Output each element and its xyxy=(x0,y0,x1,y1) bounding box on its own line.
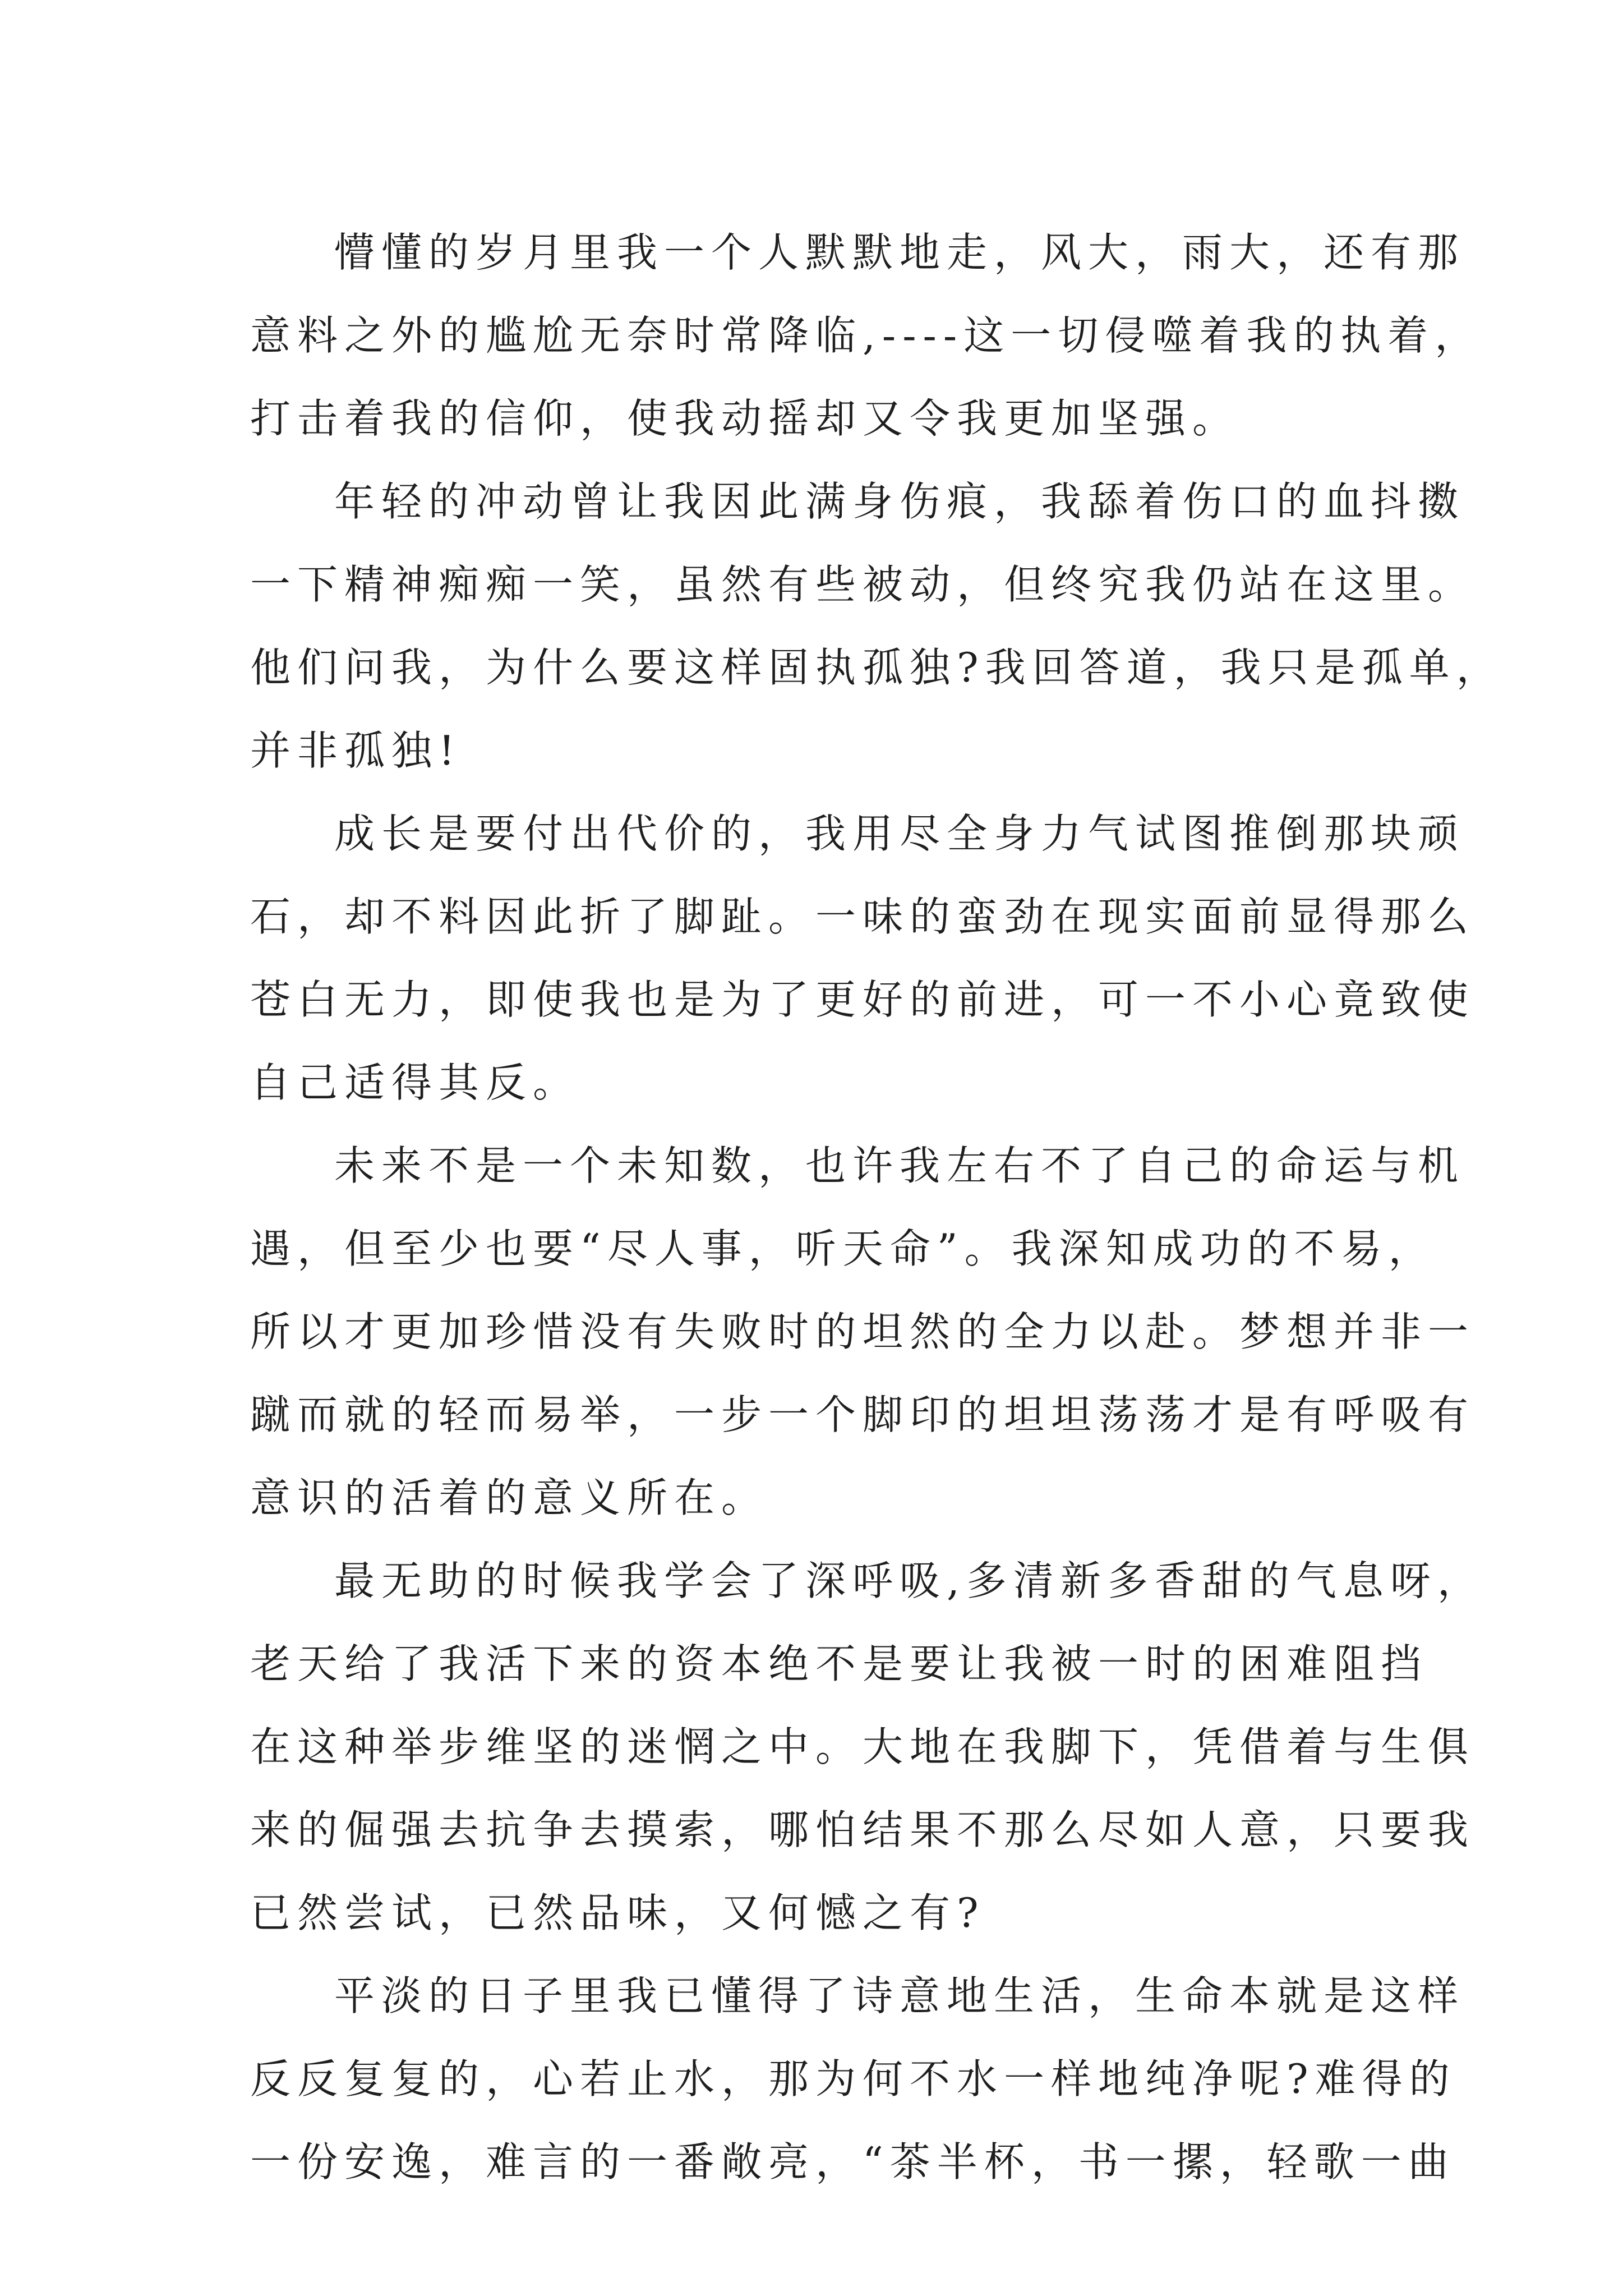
text-line: 一份安逸，难言的一番敞亮，“茶半杯，书一摞，轻歌一曲 xyxy=(250,2138,1455,2185)
text-line: 他们问我，为什么要这样固执孤独?我回答道，我只是孤单， xyxy=(250,644,1504,691)
paragraph-5 xyxy=(250,1539,1484,1954)
text-line: 已然尝试，已然品味，又何憾之有? xyxy=(250,1889,985,1936)
text-line: 蹴而就的轻而易举，一步一个脚印的坦坦荡荡才是有呼吸有 xyxy=(250,1391,1476,1438)
text-line: 遇，但至少也要“尽人事，听天命”。我深知成功的不易， xyxy=(250,1225,1436,1272)
document-body xyxy=(250,211,1504,2203)
paragraph-3 xyxy=(250,792,1476,1124)
text-line: 打击着我的信仰，使我动摇却又令我更加坚强。 xyxy=(250,395,1240,442)
text-line: 意料之外的尴尬无奈时常降临,----这一切侵噬着我的执着， xyxy=(250,312,1482,359)
text-line: 所以才更加珍惜没有失败时的坦然的全力以赴。梦想并非一 xyxy=(250,1308,1476,1355)
paragraph-2 xyxy=(250,460,1504,792)
text-line: 苍白无力，即使我也是为了更好的前进，可一不小心竟致使 xyxy=(250,976,1476,1023)
text-line: 懵懂的岁月里我一个人默默地走，风大，雨大，还有那 xyxy=(334,229,1465,276)
text-line: 在这种举步维坚的迷惘之中。大地在我脚下，凭借着与生俱 xyxy=(250,1723,1476,1770)
text-line: 反反复复的，心若止水，那为何不水一样地纯净呢?难得的 xyxy=(250,2055,1456,2102)
paragraph-6 xyxy=(250,1954,1465,2203)
text-line: 来的倔强去抗争去摸索，哪怕结果不那么尽如人意，只要我 xyxy=(250,1806,1476,1853)
text-line: 并非孤独! xyxy=(250,727,462,774)
text-line: 石，却不料因此折了脚趾。一味的蛮劲在现实面前显得那么 xyxy=(250,893,1476,940)
text-line: 最无助的时候我学会了深呼吸,多清新多香甜的气息呀， xyxy=(334,1557,1484,1604)
text-line: 意识的活着的意义所在。 xyxy=(250,1474,769,1521)
text-line: 自己适得其反。 xyxy=(250,1059,580,1106)
paragraph-1 xyxy=(250,211,1482,460)
text-line: 平淡的日子里我已懂得了诗意地生活，生命本就是这样 xyxy=(334,1972,1465,2019)
text-line: 一下精神痴痴一笑，虽然有些被动，但终究我仍站在这里。 xyxy=(250,561,1476,608)
text-line: 成长是要付出代价的，我用尽全身力气试图推倒那块顽 xyxy=(334,810,1465,857)
text-line: 老天给了我活下来的资本绝不是要让我被一时的困难阻挡 xyxy=(250,1640,1428,1687)
text-line: 未来不是一个未知数，也许我左右不了自己的命运与机 xyxy=(334,1142,1465,1189)
paragraph-4 xyxy=(250,1124,1476,1539)
text-line: 年轻的冲动曾让我因此满身伤痕，我舔着伤口的血抖擞 xyxy=(334,478,1465,525)
